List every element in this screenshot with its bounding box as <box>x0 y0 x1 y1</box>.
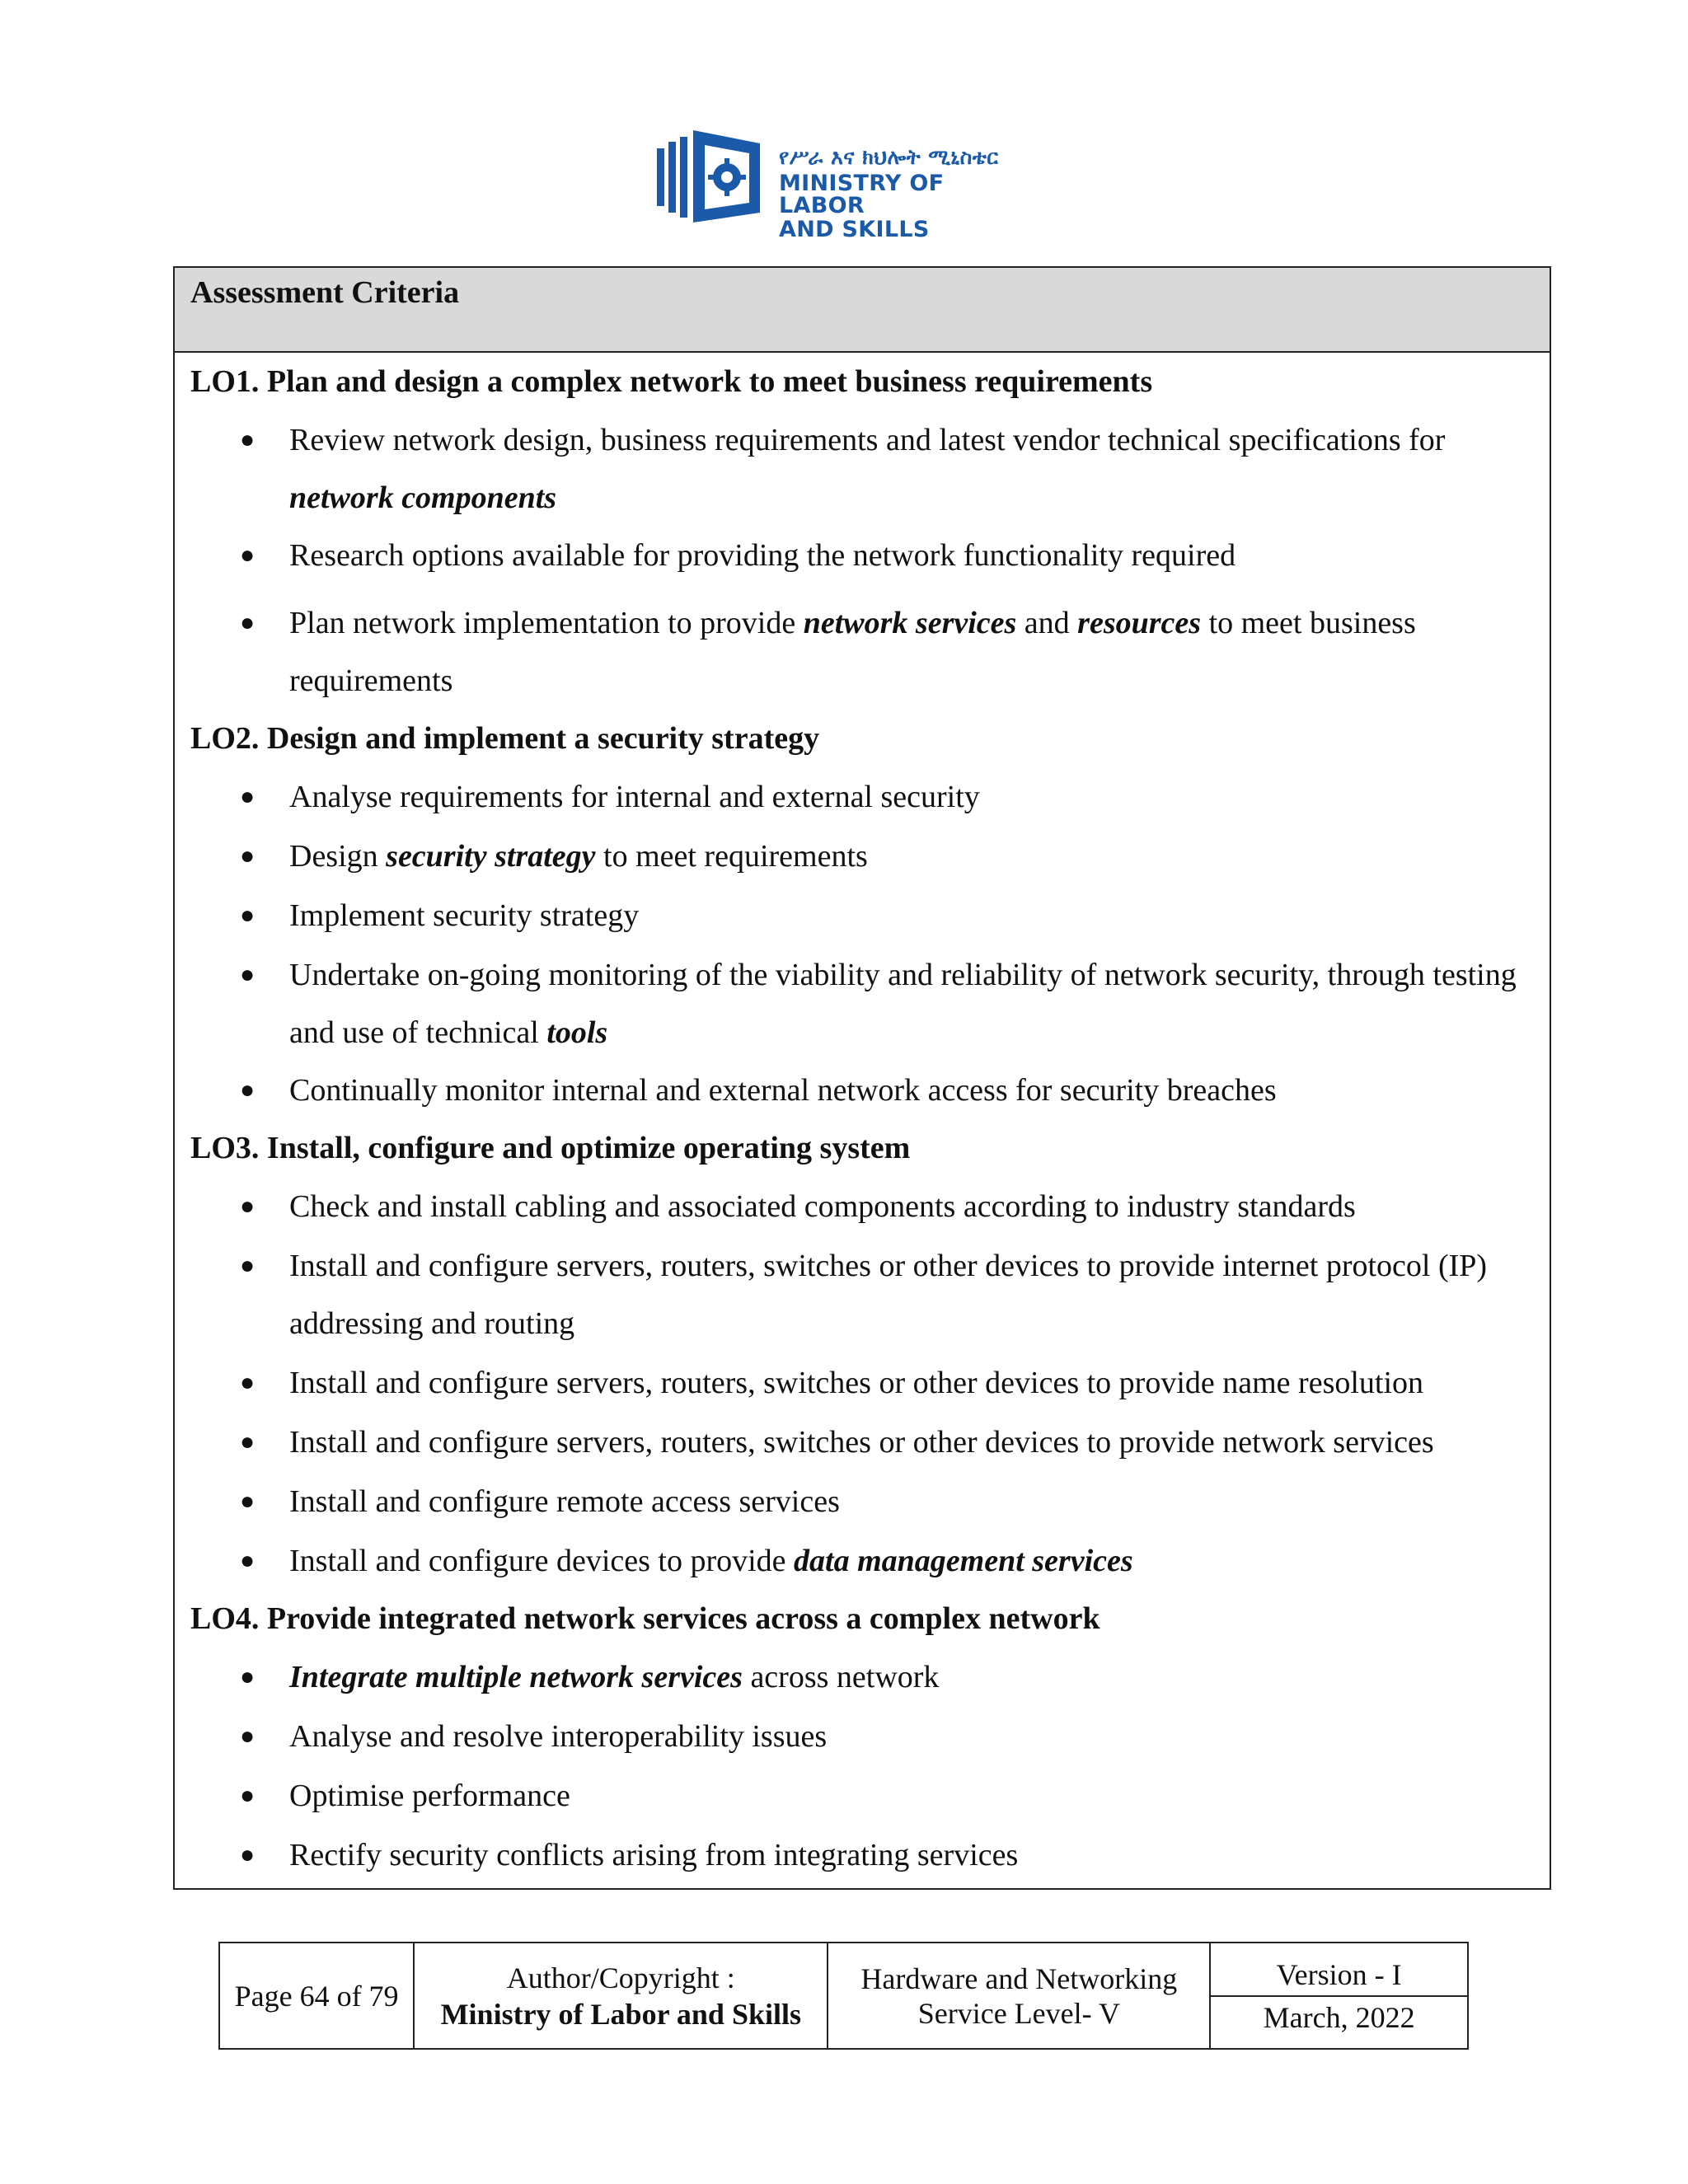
version: Version - I <box>1211 1954 1467 1997</box>
list-item: ● Continually monitor internal and external network access for security breaches <box>240 1073 1277 1108</box>
page-number: Page 64 of 79 <box>219 1943 414 2049</box>
list-item: ● Review network design, business requirements and latest vendor technical specifications for network components <box>240 423 1446 515</box>
logo-text <box>779 147 1028 242</box>
list-item: ● Check and install cabling and associated components according to industry standards <box>240 1189 1356 1224</box>
list-item: ● Install and configure servers, routers, switches or other devices to provide network services <box>240 1425 1434 1460</box>
criteria-header: Assessment Criteria <box>175 268 1550 353</box>
author-name: Ministry of Labor and Skills <box>440 1997 802 2031</box>
list-item: ● Analyse and resolve interoperability issues <box>240 1719 828 1754</box>
logo-amharic: የሥራ እና ክህሎት ሚኒስቴር <box>779 145 999 169</box>
list-item: ● Implement security strategy <box>240 898 640 933</box>
list-item: ● Plan network implementation to provide network services and resources to meet business requirements <box>240 606 1416 698</box>
page-footer <box>218 1942 1469 2050</box>
list-item: ● Install and configure servers, routers, switches or other devices to provide name resolution <box>240 1366 1424 1400</box>
list-item: ● Optimise performance <box>240 1779 570 1813</box>
list-item: ● Install and configure devices to provide data management services <box>240 1544 1133 1578</box>
logo-line2: AND SKILLS <box>779 217 930 242</box>
list-item: ● Undertake on-going monitoring of the viability and reliability of network security, through testing and use of technical tools <box>240 958 1517 1050</box>
lo2-title: LO2. Design and implement a security strategy <box>190 721 820 756</box>
course-cell <box>828 1943 1210 2049</box>
author-label: Author/Copyright : <box>506 1961 735 1994</box>
lo1-title: LO1. Plan and design a complex network to meet business requirements <box>190 364 1153 399</box>
version-date: March, 2022 <box>1263 2000 1415 2034</box>
list-item: ● Install and configure remote access services <box>240 1484 840 1519</box>
course-line1: Hardware and Networking <box>860 1961 1178 1995</box>
author-cell <box>414 1943 828 2049</box>
list-item: ● Analyse requirements for internal and external security <box>240 780 980 814</box>
assessment-criteria-table <box>173 266 1551 1890</box>
list-item: ● Design security strategy to meet requirements <box>240 839 868 874</box>
ministry-logo <box>657 130 1028 242</box>
lo4-title: LO4. Provide integrated network services across a complex network <box>190 1601 1100 1636</box>
list-item: ● Install and configure servers, routers, switches or other devices to provide internet protocol (IP) addressing and routing <box>240 1249 1488 1341</box>
list-item: ● Research options available for providing the network functionality required <box>240 538 1236 573</box>
course-line2: Service Level- V <box>917 1996 1120 2030</box>
ministry-emblem-icon <box>657 130 772 223</box>
lo3-title: LO3. Install, configure and optimize operating system <box>190 1131 911 1165</box>
criteria-body <box>175 353 1550 1884</box>
list-item: ● Rectify security conflicts arising from integrating services <box>240 1838 1019 1872</box>
version-cell <box>1210 1943 1468 2049</box>
list-item: ● Integrate multiple network services across network <box>240 1660 940 1694</box>
logo-line1: MINISTRY OF LABOR <box>779 171 945 218</box>
